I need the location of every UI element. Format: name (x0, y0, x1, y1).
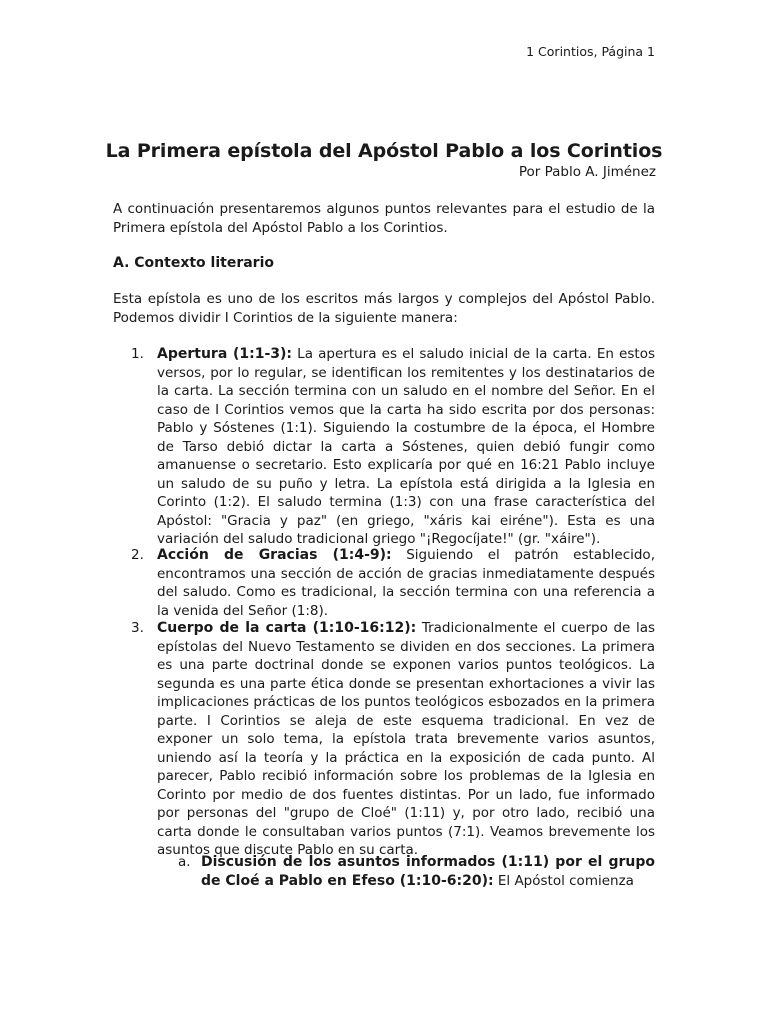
list-item (131, 619, 656, 860)
list-item-number: 3. (131, 620, 144, 636)
list-item-body: La apertura es el saludo inicial de la carta. En estos versos, por lo regular, se identifican los remitentes y los destinatarios de la carta. La sección termina con un saludo en el nombre del Señor. En el caso de I Corintios vemos que la carta ha sido escrita por dos personas: Pablo y Sóstenes (1:1). Siguiendo la costumbre de la época, el Hombre de Tarso debió dictar la carta a Sóstenes, quien debió fungir como amanuense o secretario. Esto explicaría por qué en 16:21 Pablo incluye un saludo de su puño y letra. La epístola está dirigida a la Iglesia en Corinto (1:2). El saludo termina (1:3) con una frase característica del Apóstol: "Gracia y paz" (en griego, "xáris kai eiréne"). Esta es una variación del saludo tradicional griego "¡Regocíjate!" (gr. "xáire"). (157, 346, 655, 547)
list-item-heading: Apertura (1:1-3): (157, 346, 293, 362)
list-item-number: 2. (131, 547, 144, 563)
list-item-body: Siguiendo el patrón establecido, encontramos una sección de acción de gracias inmediatamente después del saludo. Como es tradicional, la sección termina con una referencia a la venida del Señor (1:8). (157, 547, 655, 619)
section-heading: A. Contexto literario (113, 255, 275, 271)
sublist-item-heading: Discusión de los asuntos informados (1:11) por el grupo de Cloé a Pablo en Efeso (1:10-6:20): (201, 854, 655, 889)
list-item-heading: Cuerpo de la carta (1:10-16:12): (157, 620, 417, 636)
list-item-heading: Acción de Gracias (1:4-9): (157, 547, 392, 563)
author-line: Por Pablo A. Jiménez (518, 164, 656, 180)
sublist-item-body: El Apóstol comienza (493, 872, 634, 889)
page-header: 1 Corintios, Página 1 (526, 44, 655, 59)
list-item-number: 1. (131, 346, 144, 362)
intro-paragraph: A continuación presentaremos algunos puntos relevantes para el estudio de la Primera epístola del Apóstol Pablo a los Corintios. (113, 201, 655, 236)
list-item (131, 345, 655, 549)
list-item-body: Tradicionalmente el cuerpo de las epístolas del Nuevo Testamento se dividen en dos secciones. La primera es una parte doctrinal donde se exponen varios puntos teológicos. La segunda es una parte ética donde se presentan exhortaciones a vivir las implicaciones prácticas de los puntos teológicos esbozados en la primera parte. I Corintios se aleja de este esquema tradicional. En vez de exponer un solo tema, la epístola trata brevemente varios asuntos, uniendo así la teoría y la práctica en la exposición de cada punto. Al parecer, Pablo recibió información sobre los problemas de la Iglesia en Corinto por medio de dos fuentes distintas. Por un lado, fue informado por personas del "grupo de Cloé" (1:11) y, por otro lado, recibió una carta donde le consultaban varios puntos (7:1). Veamos brevemente los asuntos que discute Pablo en su carta. (157, 620, 656, 858)
section-paragraph: Esta epístola es uno de los escritos más largos y complejos del Apóstol Pablo. Podemos dividir I Corintios de la siguiente manera: (113, 291, 655, 326)
document-title: La Primera epístola del Apóstol Pablo a los Corintios (105, 140, 663, 162)
list-item (131, 546, 655, 620)
sublist-item (178, 853, 655, 890)
sublist-item-letter: a. (178, 854, 191, 870)
